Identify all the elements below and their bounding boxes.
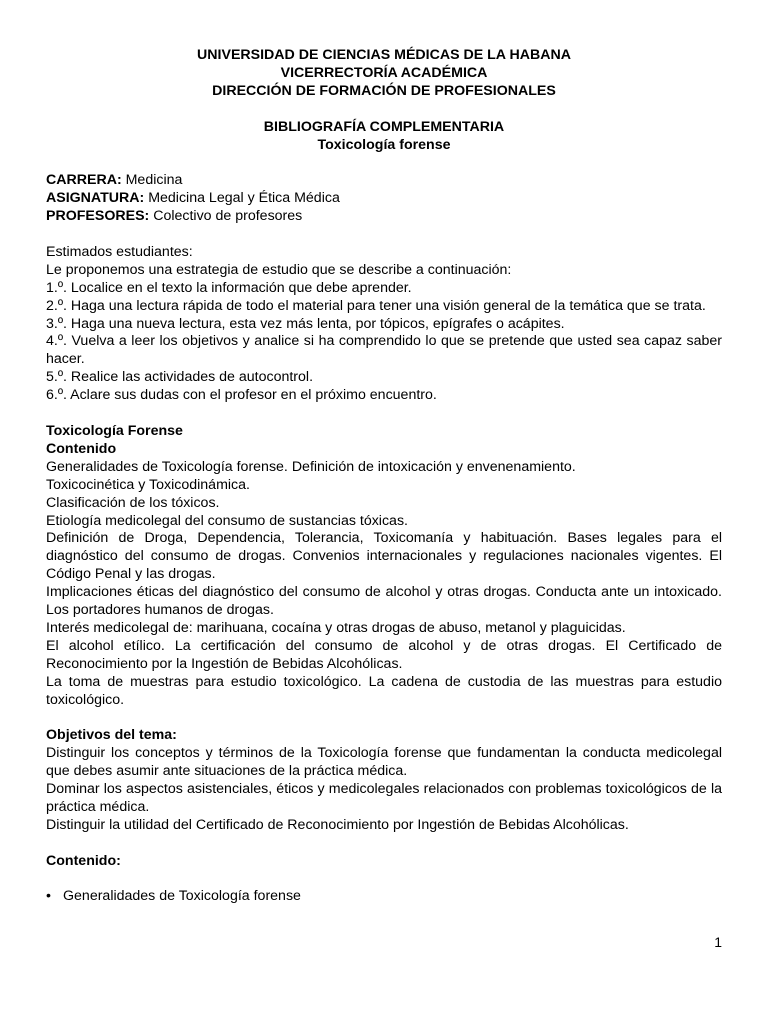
meta-carrera <box>46 172 722 190</box>
content-item: La toma de muestras para estudio toxicológico. La cadena de custodia de las muestras para estudio toxicológico. <box>46 673 722 708</box>
doc-subtitle: BIBLIOGRAFÍA COMPLEMENTARIA <box>263 118 505 135</box>
content-item: Implicaciones éticas del diagnóstico del consumo de alcohol y otras drogas. Conducta ante un intoxicado. Los portadores humanos de drogas. <box>46 584 722 619</box>
bullet-text: Generalidades de Toxicología forense <box>63 888 301 905</box>
profesores-value: Colectivo de profesores <box>149 208 303 225</box>
study-step: 1.º. Localice en el texto la información que debe aprender. <box>46 279 412 296</box>
bullet-list-item <box>46 888 722 906</box>
doc-topic: Toxicología forense <box>317 136 451 153</box>
intro-greeting: Estimados estudiantes: <box>46 243 193 260</box>
meta-profesores <box>46 208 722 226</box>
study-step: 3.º. Haga una nueva lectura, esta vez más lenta, por tópicos, epígrafes o acápites. <box>46 315 565 332</box>
carrera-value: Medicina <box>121 172 183 189</box>
content-item: Toxicocinética y Toxicodinámica. <box>46 476 250 493</box>
study-step: 2.º. Haga una lectura rápida de todo el material para tener una visión general de la temática que se trata. <box>46 297 706 314</box>
document-content <box>46 47 722 906</box>
asignatura-value: Medicina Legal y Ética Médica <box>144 190 340 207</box>
content-item: Etiología medicolegal del consumo de sustancias tóxicas. <box>46 512 408 529</box>
study-step: 5.º. Realice las actividades de autocontrol. <box>46 369 314 386</box>
objetivos-title: Objetivos del tema: <box>46 727 177 744</box>
intro-lead: Le proponemos una estrategia de estudio que se describe a continuación: <box>46 261 512 278</box>
section-contenido-label: Contenido <box>46 440 117 457</box>
meta-asignatura <box>46 190 722 208</box>
carrera-label: CARRERA: <box>46 172 122 189</box>
header-university: UNIVERSIDAD DE CIENCIAS MÉDICAS DE LA HABANA <box>197 47 571 63</box>
objetivo-item: Dominar los aspectos asistenciales, éticos y medicolegales relacionados con problemas toxicológicos de la práctica médica. <box>46 781 722 815</box>
content-item: Generalidades de Toxicología forense. Definición de intoxicación y envenenamiento. <box>46 458 576 475</box>
bullet-icon: • <box>46 888 51 905</box>
content-item: El alcohol etílico. La certificación del consumo de alcohol y de otras drogas. El Certificado de Reconocimiento por la Ingestión de Bebidas Alcohólicas. <box>46 637 722 672</box>
section-title: Toxicología Forense <box>46 422 183 439</box>
study-step: 4.º. Vuelva a leer los objetivos y analice si ha comprendido lo que se pretende que usted sea capaz saber hacer. <box>46 333 722 368</box>
page-number: 1 <box>714 934 722 950</box>
content-item: Interés medicolegal de: marihuana, cocaína y otras drogas de abuso, metanol y plaguicidas. <box>46 619 626 636</box>
profesores-label: PROFESORES: <box>46 208 150 225</box>
study-step: 6.º. Aclare sus dudas con el profesor en el próximo encuentro. <box>46 387 437 404</box>
header-direccion: DIRECCIÓN DE FORMACIÓN DE PROFESIONALES <box>212 82 556 99</box>
asignatura-label: ASIGNATURA: <box>46 190 145 207</box>
objetivo-item: Distinguir la utilidad del Certificado de Reconocimiento por Ingestión de Bebidas Alcohólicas. <box>46 816 629 833</box>
header-vicerrectoria: VICERRECTORÍA ACADÉMICA <box>280 64 488 81</box>
content-item: Definición de Droga, Dependencia, Tolerancia, Toxicomanía y habituación. Bases legales para el diagnóstico del consumo de drogas. Convenios internacionales y regulaciones nacionales vigentes. El Código Penal y las drogas. <box>46 530 722 583</box>
objetivo-item: Distinguir los conceptos y términos de la Toxicología forense que fundamentan la conducta medicolegal que debes asumir ante situaciones de la práctica médica. <box>46 745 722 780</box>
contenido-title: Contenido: <box>46 852 121 869</box>
content-item: Clasificación de los tóxicos. <box>46 494 220 511</box>
